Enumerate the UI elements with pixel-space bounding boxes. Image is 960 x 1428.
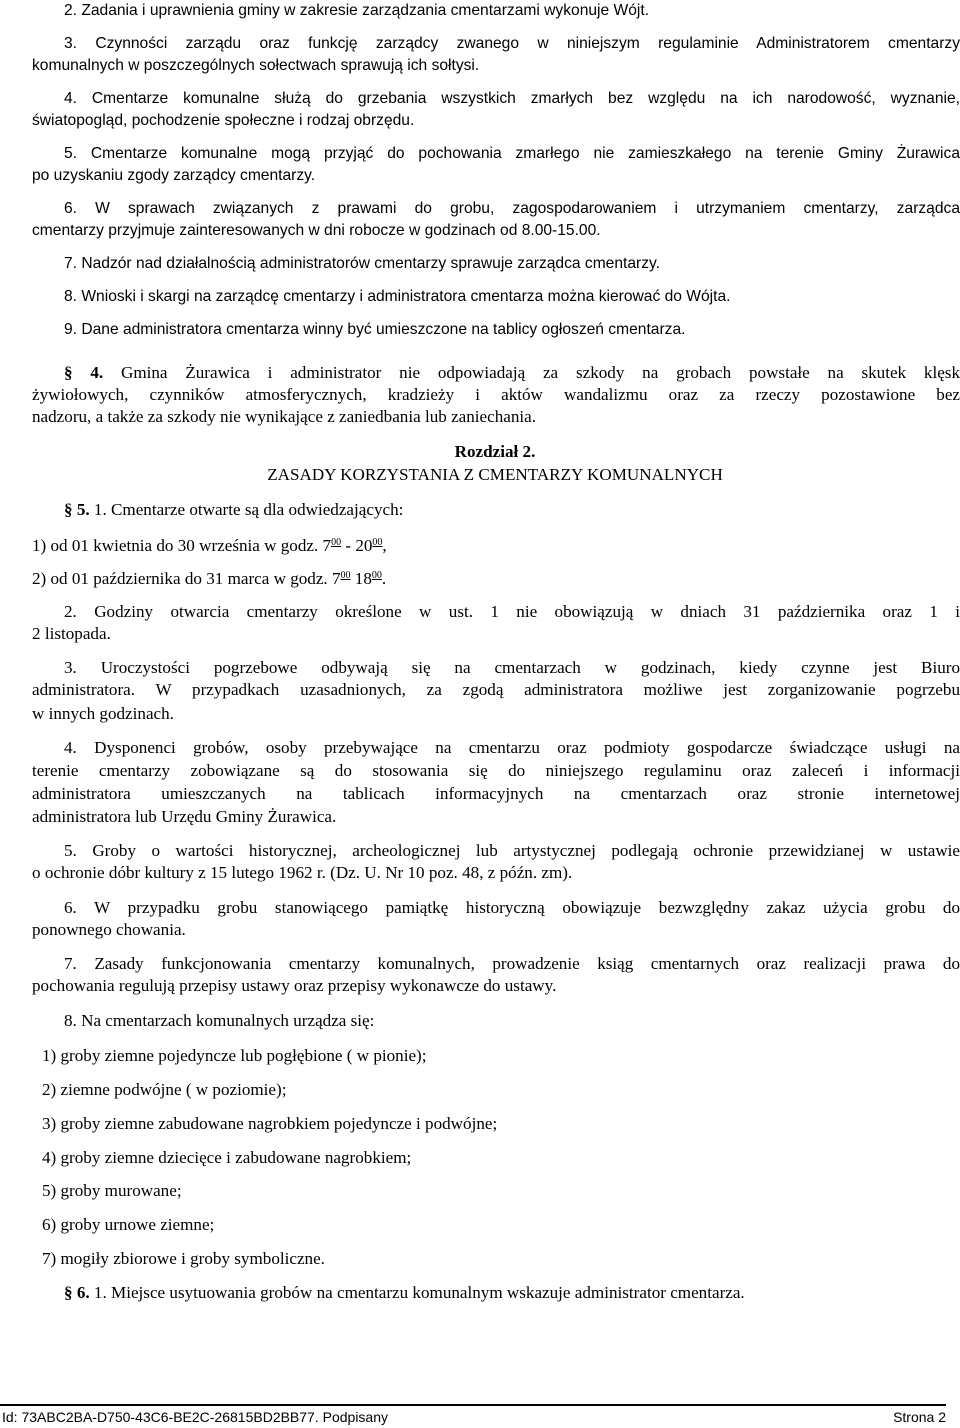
section-5-point-1: 1. Cmentarze otwarte są dla odwiedzających:: [93, 500, 404, 519]
section-5-point-5-line-2: o ochronie dóbr kultury z 15 lutego 1962 r. (Dz. U. Nr 10 poz. 48, z późn. zm).: [32, 863, 573, 882]
page-number: Strona 2: [893, 1409, 946, 1425]
paragraph-4-line-1: 4. Cmentarze komunalne służą do grzebania wszystkich zmarłych bez względu na ich narodowość, wyznanie,: [64, 90, 960, 107]
section-4-line-2: żywiołowych, czynników atmosferycznych, kradzieży i aktów wandalizmu oraz za rzeczy pozostawione bez: [32, 385, 960, 404]
grave-type-6: 6) groby urnowe ziemne;: [42, 1215, 215, 1234]
opening-hours-summer: 1) od 01 kwietnia do 30 września w godz. $7^{00} - 20^{00}$,: [32, 536, 387, 555]
chapter-number: Rozdział 2.: [454, 442, 536, 461]
section-5-point-6-line-2: ponownego chowania.: [32, 920, 186, 939]
paragraph-6-line-1: 6. W sprawach związanych z prawami do grobu, zagospodarowaniem i utrzymaniem cmentarzy, zarządca: [64, 200, 960, 217]
footer-divider: [0, 1404, 946, 1406]
section-5-point-7-line-1: 7. Zasady funkcjonowania cmentarzy komunalnych, prowadzenie ksiąg cmentarnych oraz realizacji prawa do: [64, 954, 960, 973]
section-6-mark: § 6.: [64, 1283, 90, 1302]
paragraph-3-line-1: 3. Czynności zarządu oraz funkcję zarządcy zwanego w niniejszym regulaminie Administratorem cmentarzy: [64, 35, 960, 52]
section-5-point-3-line-3: w innych godzinach.: [32, 704, 174, 723]
paragraph-8: 8. Wnioski i skargi na zarządcę cmentarzy i administratora cmentarza można kierować do Wójta.: [64, 288, 731, 305]
paragraph-2: 2. Zadania i uprawnienia gminy w zakresie zarządzania cmentarzami wykonuje Wójt.: [64, 2, 650, 19]
chapter-title: ZASADY KORZYSTANIA Z CMENTARZY KOMUNALNYCH: [267, 465, 723, 484]
paragraph-5-line-2: po uzyskaniu zgody zarządcy cmentarzy.: [32, 167, 316, 184]
section-4-line-1: [64, 362, 960, 384]
opening-hours-winter: 2) od 01 października do 31 marca w godz. $7^{00}$ $18^{00}$.: [32, 569, 387, 588]
grave-type-1: 1) groby ziemne pojedyncze lub pogłębione ( w pionie);: [42, 1046, 427, 1065]
section-5-point-8: 8. Na cmentarzach komunalnych urządza się:: [64, 1011, 375, 1030]
grave-type-7: 7) mogiły zbiorowe i groby symboliczne.: [42, 1249, 325, 1268]
paragraph-6-line-2: cmentarzy przyjmuje zainteresowanych w dni robocze w godzinach od 8.00-15.00.: [32, 222, 601, 239]
section-5-point-4-line-4: administratora lub Urzędu Gminy Żurawica.: [32, 807, 337, 826]
section-5-point-6-line-1: 6. W przypadku grobu stanowiącego pamiątkę historyczną obowiązuje bezwzględny zakaz użycia grobu do: [64, 898, 960, 917]
document-id: Id: 73ABC2BA-D750-43C6-BE2C-26815BD2BB77. Podpisany: [2, 1409, 389, 1425]
section-5-point-3-line-1: 3. Uroczystości pogrzebowe odbywają się na cmentarzach w godzinach, kiedy czynne jest Biuro: [64, 658, 960, 677]
section-5-point-4-line-3: administratora umieszczanych na tablicach informacyjnych na cmentarzach oraz stronie internetowej: [32, 784, 960, 803]
section-5-point-4-line-1: 4. Dysponenci grobów, osoby przebywające na cmentarzu oraz podmioty gospodarcze świadczące usługi na: [64, 738, 960, 757]
paragraph-5-line-1: 5. Cmentarze komunalne mogą przyjąć do pochowania zmarłego nie zamieszkałego na terenie Gminy Żurawica: [64, 145, 960, 162]
section-5-point-3-line-2: administratora. W przypadkach uzasadnionych, za zgodą administratora możliwe jest zorganizowanie pogrzebu: [32, 680, 960, 699]
section-5-point-2-line-2: 2 listopada.: [32, 624, 111, 643]
section-5-point-4-line-2: terenie cmentarzy zobowiązane są do stosowania się do niniejszego regulaminu oraz zaleceń i informacji: [32, 761, 960, 780]
grave-type-2: 2) ziemne podwójne ( w poziomie);: [42, 1080, 287, 1099]
section-4-line-3: nadzoru, a także za szkody nie wynikające z zaniedbania lub zaniechania.: [32, 407, 537, 426]
section-6-point-1: 1. Miejsce usytuowania grobów na cmentarzu komunalnym wskazuje administrator cmentarza.: [93, 1283, 745, 1302]
section-5-point-7-line-2: pochowania regulują przepisy ustawy oraz przepisy wykonawcze do ustawy.: [32, 976, 557, 995]
section-5-point-5-line-1: 5. Groby o wartości historycznej, archeologicznej lub artystycznej podlegają ochronie przewidzianej w ustawie: [64, 841, 960, 860]
grave-type-3: 3) groby ziemne zabudowane nagrobkiem pojedyncze i podwójne;: [42, 1114, 498, 1133]
section-5-line-1: [64, 499, 960, 521]
paragraph-3-line-2: komunalnych w poszczególnych sołectwach sprawują ich sołtysi.: [32, 57, 480, 74]
paragraph-9: 9. Dane administratora cmentarza winny być umieszczone na tablicy ogłoszeń cmentarza.: [64, 321, 686, 338]
paragraph-7: 7. Nadzór nad działalnością administratorów cmentarzy sprawuje zarządca cmentarzy.: [64, 255, 660, 272]
paragraph-4-line-2: światopogląd, pochodzenie społeczne i rodzaj obrzędu.: [32, 112, 415, 129]
section-4-mark: § 4.: [64, 363, 104, 382]
section-6-line-1: [64, 1282, 960, 1304]
section-5-mark: § 5.: [64, 500, 90, 519]
grave-type-5: 5) groby murowane;: [42, 1181, 182, 1200]
section-4-text: Gmina Żurawica i administrator nie odpowiadają za szkody na grobach powstałe na skutek klęsk: [120, 363, 960, 382]
section-5-point-2-line-1: 2. Godziny otwarcia cmentarzy określone w ust. 1 nie obowiązują w dniach 31 października oraz 1 i: [64, 602, 960, 621]
grave-type-4: 4) groby ziemne dziecięce i zabudowane nagrobkiem;: [42, 1148, 412, 1167]
